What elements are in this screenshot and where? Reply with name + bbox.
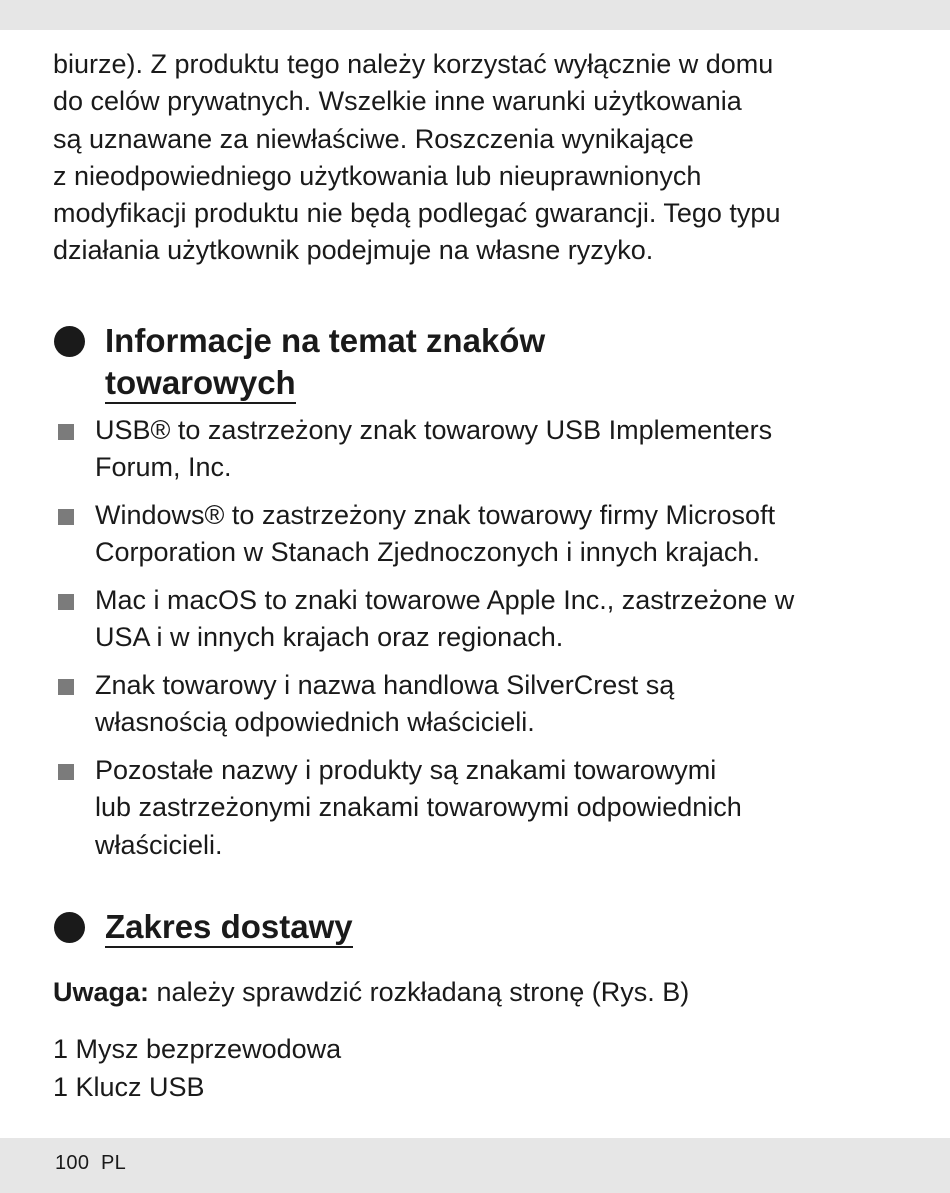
intro-line: modyfikacji produktu nie będą podlegać gwarancji. Tego typu xyxy=(53,198,781,229)
list-item-line: Windows® to zastrzeżony znak towarowy firmy Microsoft xyxy=(95,499,776,530)
delivery-item: 1 Klucz USB xyxy=(53,1071,205,1102)
list-item-line: Znak towarowy i nazwa handlowa SilverCrest są xyxy=(95,669,675,700)
bottom-band xyxy=(0,1138,950,1193)
intro-paragraph xyxy=(53,46,903,270)
bullet-dot-icon xyxy=(54,326,85,357)
delivery-contents xyxy=(53,1031,903,1106)
intro-line: działania użytkownik podejmuje na własne ryzyko. xyxy=(53,235,654,266)
square-bullet-icon xyxy=(58,509,74,525)
square-bullet-icon xyxy=(58,424,74,440)
intro-line: biurze). Z produktu tego należy korzystać wyłącznie w domu xyxy=(53,49,774,79)
list-item-line: właścicieli. xyxy=(95,829,223,860)
note-text: należy sprawdzić rozkładaną stronę (Rys. B) xyxy=(149,977,690,1008)
list-item-line: Corporation w Stanach Zjednoczonych i innych krajach. xyxy=(95,537,760,568)
intro-line: z nieodpowiedniego użytkowania lub nieuprawnionych xyxy=(53,160,702,191)
list-item-line: lub zastrzeżonymi znakami towarowymi odpowiednich xyxy=(95,792,742,823)
top-band xyxy=(0,0,950,30)
intro-line: są uznawane za niewłaściwe. Roszczenia wynikające xyxy=(53,123,694,154)
trademarks-list xyxy=(53,412,903,865)
list-item-line: własnością odpowiednich właścicieli. xyxy=(95,707,535,738)
page-footer xyxy=(55,1152,126,1175)
trademarks-heading-line2: towarowych xyxy=(105,364,296,404)
list-item-line: Mac i macOS to znaki towarowe Apple Inc., zastrzeżone w xyxy=(95,584,795,615)
list-item-line: Forum, Inc. xyxy=(95,452,232,483)
list-item xyxy=(53,412,903,487)
page-content xyxy=(53,46,903,1106)
page-number: 100 xyxy=(55,1152,90,1174)
delivery-note xyxy=(53,974,903,1011)
delivery-heading-text: Zakres dostawy xyxy=(105,908,353,948)
bullet-dot-icon xyxy=(54,912,85,943)
intro-line: do celów prywatnych. Wszelkie inne warunki użytkowania xyxy=(53,86,742,117)
list-item xyxy=(53,667,903,742)
delivery-item: 1 Mysz bezprzewodowa xyxy=(53,1034,342,1065)
trademarks-heading xyxy=(53,320,903,404)
note-label: Uwaga: xyxy=(53,977,150,1008)
delivery-heading xyxy=(53,906,903,948)
list-item xyxy=(53,582,903,657)
list-item-line: USB® to zastrzeżony znak towarowy USB Implementers xyxy=(95,414,773,445)
square-bullet-icon xyxy=(58,594,74,610)
list-item-line: Pozostałe nazwy i produkty są znakami towarowymi xyxy=(95,754,717,785)
square-bullet-icon xyxy=(58,764,74,780)
trademarks-heading-line1: Informacje na temat znaków xyxy=(105,321,546,359)
list-item xyxy=(53,752,903,865)
language-code: PL xyxy=(101,1152,127,1174)
list-item-line: USA i w innych krajach oraz regionach. xyxy=(95,622,564,653)
list-item xyxy=(53,497,903,572)
square-bullet-icon xyxy=(58,679,74,695)
